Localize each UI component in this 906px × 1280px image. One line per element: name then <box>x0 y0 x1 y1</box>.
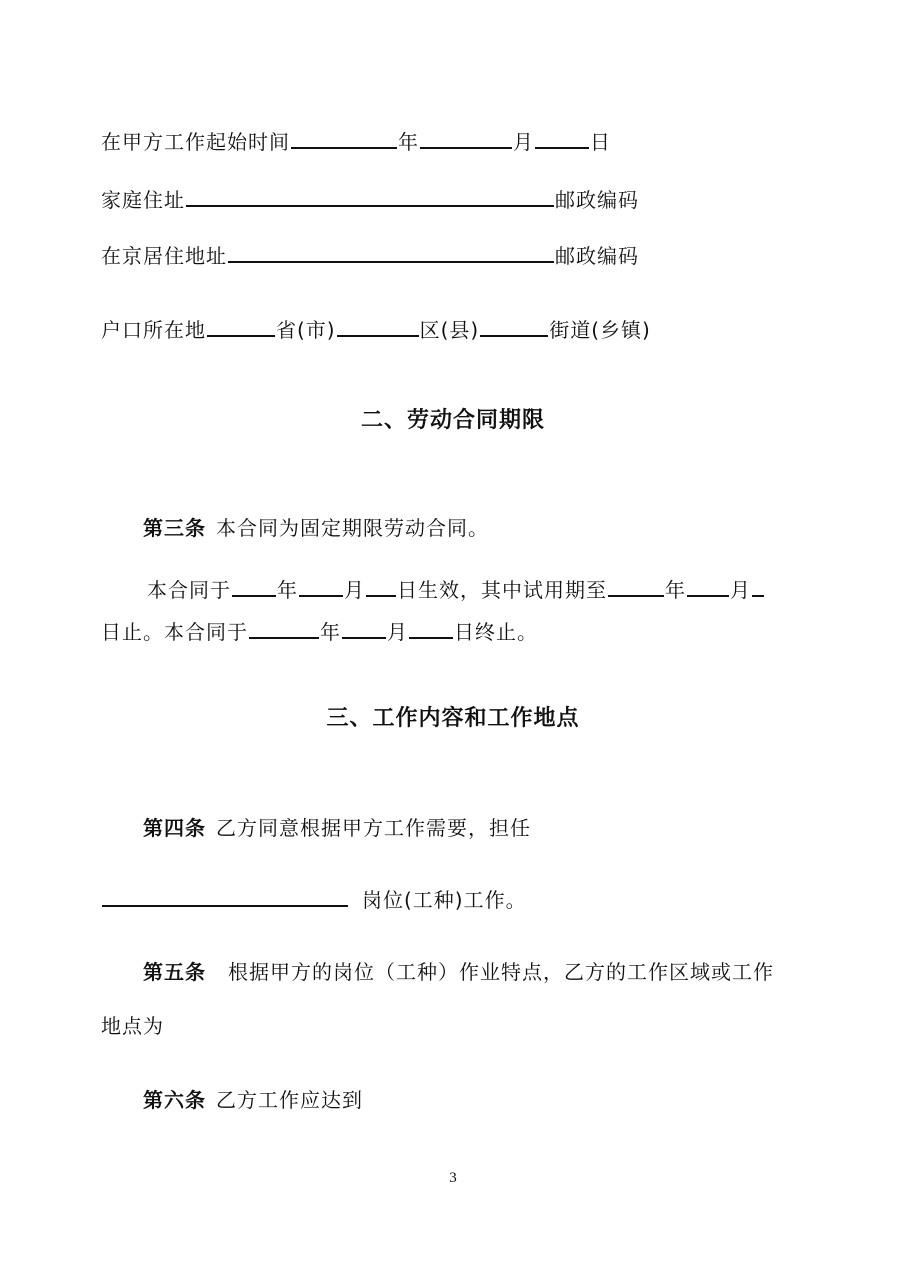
article-4-post: 岗位(工种)工作。 <box>362 888 527 912</box>
postcode-label-2: 邮政编码 <box>555 244 639 268</box>
effective-date-line <box>147 576 765 604</box>
year-label: 年 <box>398 130 419 154</box>
effective-day-blank[interactable] <box>366 577 396 597</box>
termination-end-text: 日终止。 <box>454 620 538 644</box>
probation-year-blank[interactable] <box>608 577 664 597</box>
article-4-line <box>143 814 531 842</box>
home-address-blank[interactable] <box>186 187 554 207</box>
termination-year-blank[interactable] <box>249 619 319 639</box>
article-5-cont: 地点为 <box>101 1014 164 1038</box>
street-label: 街道(乡镇) <box>549 318 651 342</box>
probation-day-blank[interactable] <box>752 577 764 597</box>
post-blank[interactable] <box>102 887 348 907</box>
start-month-blank[interactable] <box>420 129 512 149</box>
article-4-text: 乙方同意根据甲方工作需要，担任 <box>216 816 531 840</box>
street-blank[interactable] <box>480 317 548 337</box>
month-label: 月 <box>387 620 408 644</box>
month-label: 月 <box>730 578 751 602</box>
postcode-label: 邮政编码 <box>555 188 639 212</box>
article-6-label: 第六条 <box>143 1088 206 1112</box>
article-3-text: 本合同为固定期限劳动合同。 <box>216 516 489 540</box>
article-6-text: 乙方工作应达到 <box>216 1088 363 1112</box>
month-label: 月 <box>513 130 534 154</box>
home-address-label: 家庭住址 <box>101 188 185 212</box>
effective-prefix: 本合同于 <box>147 578 231 602</box>
article-4-post-line <box>101 886 527 914</box>
article-4-label: 第四条 <box>143 816 206 840</box>
day-label: 日 <box>590 130 611 154</box>
article-5-label: 第五条 <box>143 960 206 984</box>
article-6-line <box>143 1086 363 1114</box>
home-address-line <box>101 186 639 214</box>
start-year-blank[interactable] <box>291 129 397 149</box>
district-blank[interactable] <box>337 317 419 337</box>
article-5-line <box>143 958 774 986</box>
month-label: 月 <box>344 578 365 602</box>
article-5-cont-line <box>101 1012 164 1040</box>
start-time-label: 在甲方工作起始时间 <box>101 130 290 154</box>
article-5-text: 根据甲方的岗位（工种）作业特点，乙方的工作区域或工作 <box>228 960 774 984</box>
article-3-line <box>143 514 489 542</box>
beijing-address-blank[interactable] <box>228 243 554 263</box>
termination-month-blank[interactable] <box>342 619 386 639</box>
start-day-blank[interactable] <box>535 129 589 149</box>
effective-year-blank[interactable] <box>232 577 276 597</box>
year-label: 年 <box>277 578 298 602</box>
article-3-label: 第三条 <box>143 516 206 540</box>
section-3-heading: 三、工作内容和工作地点 <box>326 706 580 731</box>
province-label: 省(市) <box>276 318 336 342</box>
hukou-line <box>101 316 651 344</box>
district-label: 区(县) <box>419 318 480 342</box>
start-time-line <box>101 128 611 156</box>
probation-end-text: 日止。本合同于 <box>101 620 248 644</box>
beijing-address-line <box>101 242 639 270</box>
effective-month-blank[interactable] <box>299 577 343 597</box>
effective-mid: 日生效，其中试用期至 <box>397 578 607 602</box>
province-blank[interactable] <box>207 317 275 337</box>
probation-end-line <box>101 618 538 646</box>
hukou-label: 户口所在地 <box>101 318 206 342</box>
page-number: 3 <box>449 1170 457 1186</box>
section-2-heading: 二、劳动合同期限 <box>360 408 545 433</box>
termination-day-blank[interactable] <box>409 619 453 639</box>
beijing-address-label: 在京居住地址 <box>101 244 227 268</box>
probation-month-blank[interactable] <box>687 577 729 597</box>
year-label: 年 <box>320 620 341 644</box>
year-label: 年 <box>665 578 686 602</box>
